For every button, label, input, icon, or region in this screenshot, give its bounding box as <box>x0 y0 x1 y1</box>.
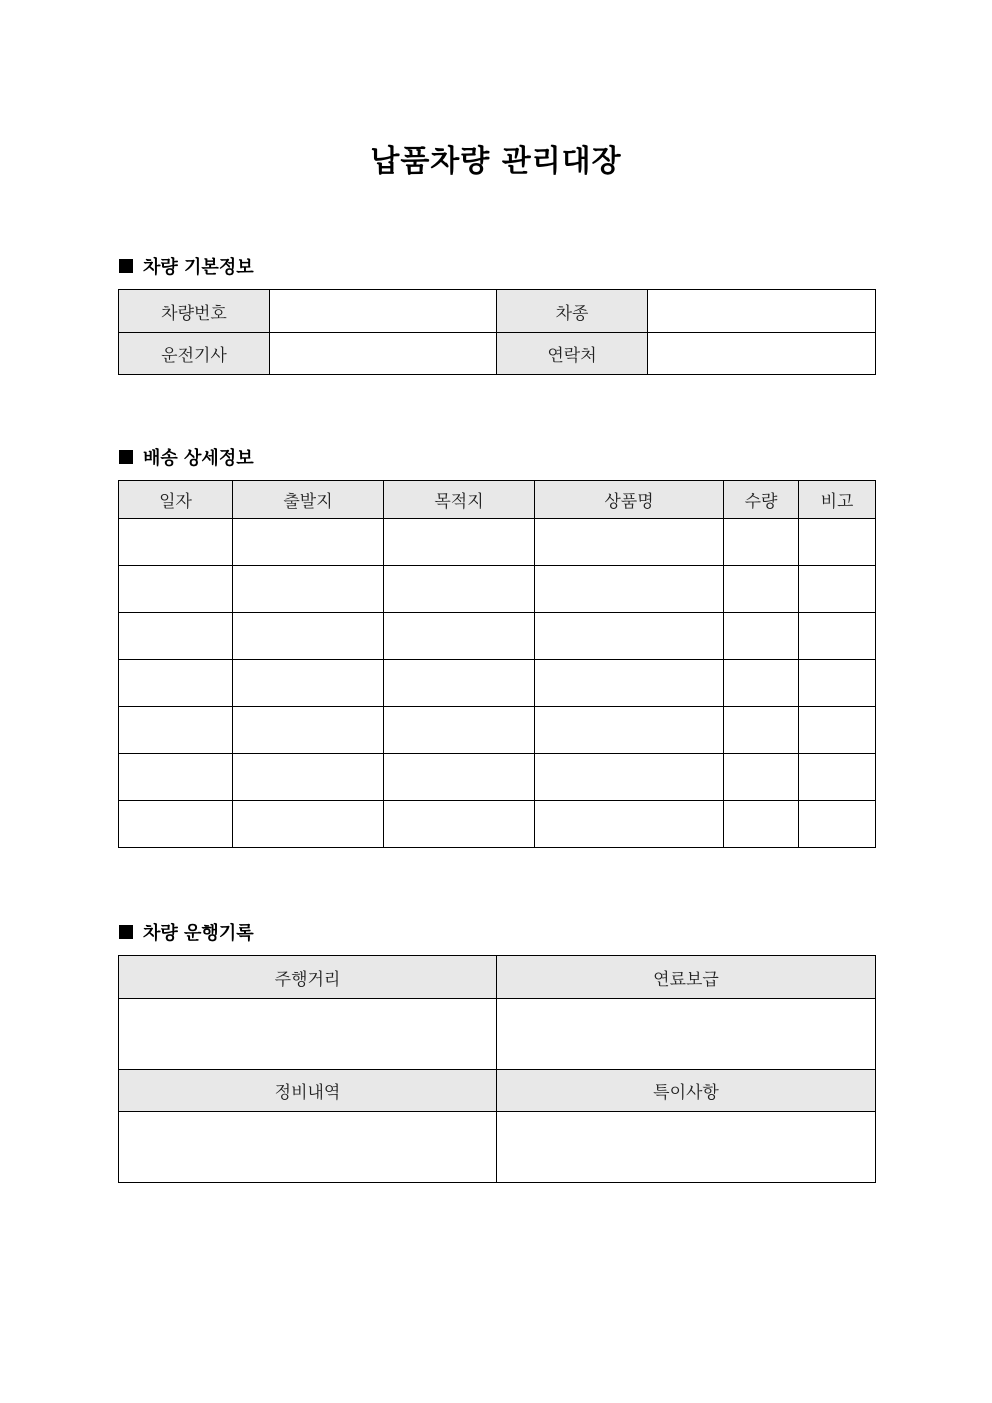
table-cell[interactable] <box>724 519 799 566</box>
label-mileage: 주행거리 <box>119 956 497 999</box>
table-cell[interactable] <box>535 660 724 707</box>
table-cell[interactable] <box>119 519 233 566</box>
table-cell[interactable] <box>384 566 535 613</box>
table-cell[interactable] <box>233 707 384 754</box>
table-cell[interactable] <box>384 801 535 848</box>
table-cell[interactable] <box>799 613 876 660</box>
table-row <box>119 707 876 754</box>
section-heading-delivery <box>119 444 254 470</box>
table-row <box>119 290 876 333</box>
table-cell[interactable] <box>233 801 384 848</box>
table-cell[interactable] <box>119 801 233 848</box>
field-driver[interactable] <box>270 333 497 375</box>
table-cell[interactable] <box>233 613 384 660</box>
field-contact[interactable] <box>648 333 876 375</box>
label-driver: 운전기사 <box>119 333 270 375</box>
table-cell[interactable] <box>724 566 799 613</box>
column-header-product: 상품명 <box>535 481 724 519</box>
table-row <box>119 999 876 1070</box>
section-heading-basic-text: 차량 기본정보 <box>143 257 254 278</box>
table-cell[interactable] <box>535 754 724 801</box>
section-heading-delivery-text: 배송 상세정보 <box>143 448 254 469</box>
table-row <box>119 519 876 566</box>
table-cell[interactable] <box>535 566 724 613</box>
field-vehicle-number[interactable] <box>270 290 497 333</box>
column-header-date: 일자 <box>119 481 233 519</box>
table-cell[interactable] <box>384 707 535 754</box>
table-header-row <box>119 1070 876 1112</box>
column-header-note: 비고 <box>799 481 876 519</box>
table-cell[interactable] <box>535 801 724 848</box>
delivery-table <box>118 480 876 848</box>
square-bullet-icon <box>119 925 133 939</box>
square-bullet-icon <box>119 259 133 273</box>
table-cell[interactable] <box>535 519 724 566</box>
field-vehicle-type[interactable] <box>648 290 876 333</box>
table-cell[interactable] <box>233 754 384 801</box>
table-cell[interactable] <box>535 613 724 660</box>
label-remarks: 특이사항 <box>497 1070 876 1112</box>
label-contact: 연락처 <box>497 333 648 375</box>
table-cell[interactable] <box>119 613 233 660</box>
table-cell[interactable] <box>799 566 876 613</box>
basic-info-table <box>118 289 876 375</box>
table-header-row <box>119 956 876 999</box>
field-remarks[interactable] <box>497 1112 876 1183</box>
table-cell[interactable] <box>535 707 724 754</box>
column-header-destination: 목적지 <box>384 481 535 519</box>
table-cell[interactable] <box>799 519 876 566</box>
table-row <box>119 613 876 660</box>
table-cell[interactable] <box>384 660 535 707</box>
column-header-origin: 출발지 <box>233 481 384 519</box>
table-cell[interactable] <box>799 801 876 848</box>
table-row <box>119 660 876 707</box>
table-cell[interactable] <box>119 754 233 801</box>
section-heading-operation-text: 차량 운행기록 <box>143 923 254 944</box>
table-row <box>119 754 876 801</box>
table-row <box>119 566 876 613</box>
table-cell[interactable] <box>384 754 535 801</box>
table-cell[interactable] <box>724 660 799 707</box>
page-title: 납품차량 관리대장 <box>370 144 622 179</box>
table-cell[interactable] <box>799 660 876 707</box>
table-row <box>119 1112 876 1183</box>
label-vehicle-type: 차종 <box>497 290 648 333</box>
field-mileage[interactable] <box>119 999 497 1070</box>
table-row <box>119 333 876 375</box>
section-heading-basic <box>119 253 254 279</box>
section-heading-operation <box>119 919 254 945</box>
table-cell[interactable] <box>233 566 384 613</box>
label-refueling: 연료보급 <box>497 956 876 999</box>
table-cell[interactable] <box>724 613 799 660</box>
table-cell[interactable] <box>799 754 876 801</box>
square-bullet-icon <box>119 450 133 464</box>
table-cell[interactable] <box>384 519 535 566</box>
table-cell[interactable] <box>119 660 233 707</box>
table-header-row <box>119 481 876 519</box>
operation-record-table <box>118 955 876 1183</box>
table-cell[interactable] <box>119 707 233 754</box>
column-header-quantity: 수량 <box>724 481 799 519</box>
table-cell[interactable] <box>384 613 535 660</box>
table-cell[interactable] <box>724 801 799 848</box>
table-cell[interactable] <box>724 754 799 801</box>
table-cell[interactable] <box>799 707 876 754</box>
field-maintenance[interactable] <box>119 1112 497 1183</box>
label-vehicle-number: 차량번호 <box>119 290 270 333</box>
table-cell[interactable] <box>233 519 384 566</box>
label-maintenance: 정비내역 <box>119 1070 497 1112</box>
table-row <box>119 801 876 848</box>
table-cell[interactable] <box>724 707 799 754</box>
table-cell[interactable] <box>233 660 384 707</box>
field-refueling[interactable] <box>497 999 876 1070</box>
table-cell[interactable] <box>119 566 233 613</box>
